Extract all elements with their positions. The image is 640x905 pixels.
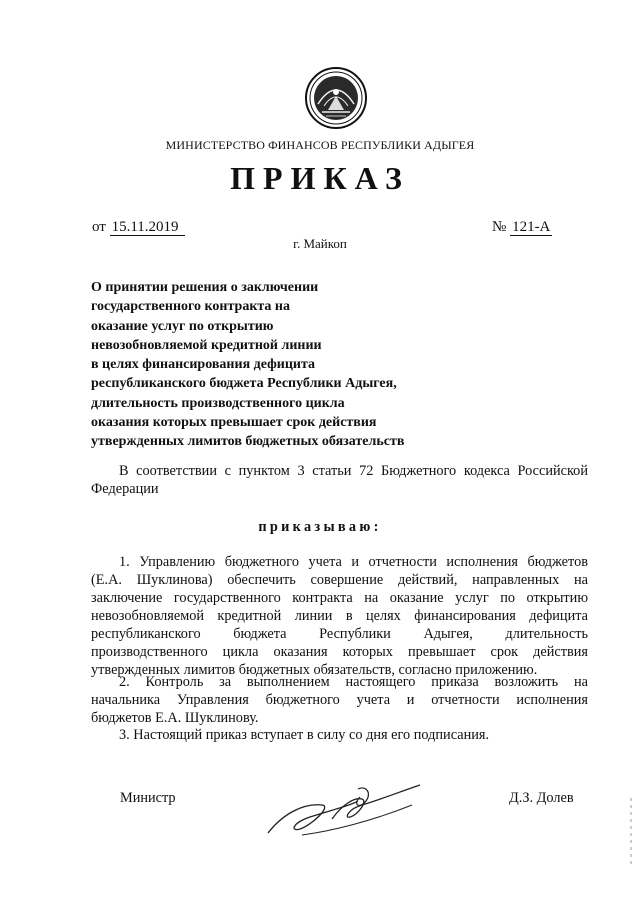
subject-line: невозобновляемой кредитной линии (91, 337, 322, 353)
order-date-line (92, 219, 185, 236)
subject-line: оказание услуг по открытию (91, 318, 274, 334)
coat-of-arms-emblem (304, 66, 368, 130)
order-number: 121-А (512, 219, 551, 235)
order-subject (91, 278, 404, 452)
subject-line: утвержденных лимитов бюджетных обязательств (91, 434, 405, 450)
subject-line: длительность производственного цикла (91, 395, 345, 411)
subject-line: оказания которых превышает срок действия (91, 415, 377, 431)
item-3-paragraph (91, 726, 588, 744)
subject-line: республиканского бюджета Республики Адыгея, (91, 376, 397, 392)
item-line: республиканского бюджета Республики Адыгея, длительность (91, 626, 588, 642)
item-line: невозобновляемой кредитной линии в целях финансирования дефицита (91, 608, 588, 624)
order-date: 15.11.2019 (110, 220, 185, 236)
number-prefix: № (492, 219, 507, 235)
city: г. Майкоп (293, 236, 347, 251)
item-line: 3. Настоящий приказ вступает в силу со дня его подписания. (119, 727, 490, 743)
subject-line: в целях финансирования дефицита (91, 357, 316, 373)
item-line: 2. Контроль за выполнением настоящего приказа возложить на (119, 674, 588, 690)
preamble-line: Федерации (91, 481, 159, 497)
item-line: заключение государственного контракта на оказание услуг по открытию (91, 590, 588, 606)
signer-name: Д.З. Долев (509, 790, 574, 806)
subject-line: О принятии решения о заключении (91, 280, 319, 295)
item-2-paragraph (91, 673, 588, 727)
document-title: ПРИКАЗ (230, 160, 410, 196)
order-number-line (492, 219, 552, 236)
preamble-line: В соответствии с пунктом 3 статьи 72 Бюджетного кодекса Российской (119, 463, 588, 479)
item-line: бюджетов Е.А. Шуклинову. (91, 710, 259, 726)
signer-position: Министр (120, 790, 176, 806)
preamble-paragraph (91, 462, 588, 498)
handwritten-signature (262, 775, 432, 845)
order-directive: приказываю: (258, 519, 382, 535)
item-line: начальника Управления бюджетного учета и отчетности исполнения (91, 692, 588, 708)
scan-edge-mark (629, 798, 633, 868)
item-line: 1. Управлению бюджетного учета и отчетности исполнения бюджетов (119, 554, 588, 570)
item-line: утвержденных лимитов бюджетных обязательств, согласно приложению. (91, 662, 538, 678)
item-line: производственного цикла оказания которых превышает срок действия (91, 644, 588, 660)
subject-line: государственного контракта на (91, 299, 290, 315)
item-line: (Е.А. Шуклинова) обеспечить совершение действий, направленных на (91, 572, 588, 588)
date-prefix: от (92, 219, 106, 235)
item-1-paragraph (91, 553, 588, 679)
ministry-name: МИНИСТЕРСТВО ФИНАНСОВ РЕСПУБЛИКИ АДЫГЕЯ (165, 138, 475, 152)
